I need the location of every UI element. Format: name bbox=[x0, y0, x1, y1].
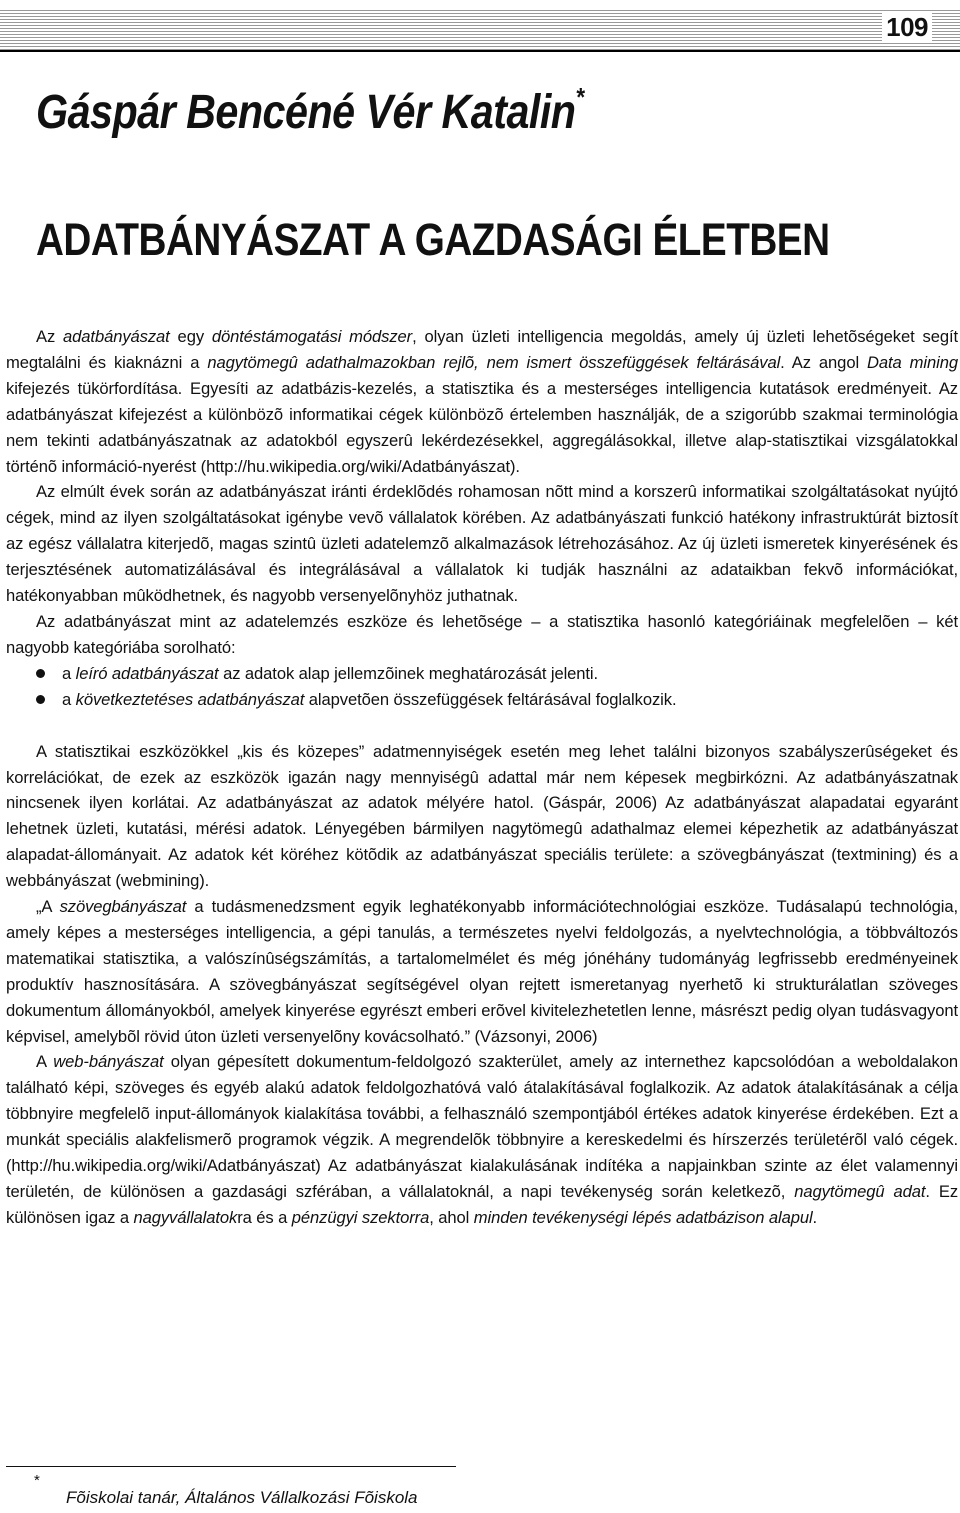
text-run: ra és a bbox=[237, 1207, 292, 1227]
article-title: ADATBÁNYÁSZAT A GAZDASÁGI ÉLETBEN bbox=[36, 214, 830, 265]
emphasized-term: nagytömegû adat bbox=[794, 1182, 926, 1201]
body-paragraph bbox=[6, 1049, 958, 1230]
text-run: A bbox=[36, 1052, 54, 1072]
bullet-list bbox=[6, 661, 958, 713]
footnote-mark: * bbox=[34, 1472, 40, 1489]
footnote-text: Fõiskolai tanár, Általános Vállalkozási Fõiskola bbox=[66, 1488, 418, 1507]
bullet-item bbox=[34, 687, 958, 713]
emphasized-term: következtetéses adatbányászat bbox=[75, 689, 305, 709]
body-paragraph bbox=[6, 609, 958, 661]
body-paragraph bbox=[6, 324, 958, 479]
text-run: az adatok alap jellemzõinek meghatározását jelenti. bbox=[218, 663, 599, 683]
body-paragraph bbox=[6, 479, 958, 609]
text-run: egy bbox=[169, 327, 212, 346]
author-name-text: Gáspár Bencéné Vér Katalin bbox=[36, 86, 576, 139]
emphasized-term: leíró adatbányászat bbox=[75, 663, 219, 683]
text-run: Az elmúlt évek során az adatbányászat iránti érdeklõdés rohamosan nõtt mind a korszerû informatikai szolgáltatásokat nyújtó cégek, mind az ilyen szolgáltatásokat igénybe vevõ vállalatok körében. Az adatbányászati funkció hatékony infrastruktúrát biztosít az egész vállalatra kiterjedõ, magas szintû üzleti adatelemzõ alkalmazások létrehozásához. Az új üzleti ismeretek kinyerésének és terjesztésének automatizálásával és integrálásával a vállalatok ki tudják használni az adataikban fekvõ információkat, hatékonyabban mûködhetnek, és nagyobb versenyelõnyhöz juthatnak. bbox=[6, 482, 958, 606]
text-run: . Az angol bbox=[780, 352, 868, 372]
author-footnote-mark: * bbox=[575, 82, 584, 112]
text-run: kifejezés tükörfordítása. Egyesíti az adatbázis-kezelés, a statisztika és a mesterséges intelligencia kutatások eredményeit. Az adatbányászat kifejezést a különbözõ informatikai cégek különbözõ értelemben használják, de a szigorúbb szakmai terminológia nem tekinti adatbányászatnak az adatokból egyszerû lekérdezésekkel, aggregálásokkal, illetve alap-statisztikai vizsgálatokkal történõ információ-nyerést (http://hu.wikipedia.org/wiki/Adatbányászat). bbox=[6, 378, 958, 476]
emphasized-term: nagytömegû adathalmazokban rejlõ, nem ismert összefüggések feltárásával bbox=[207, 352, 781, 372]
emphasized-term: pénzügyi szektorra bbox=[291, 1207, 430, 1227]
text-run: , ahol bbox=[429, 1207, 474, 1227]
text-run: a tudásmenedzsment egyik leghatékonyabb információtechnológiai eszköze. Tudásalapú technológia, amely képes a mesterséges intelligencia, a gépi tanulás, a természetes nyelvi feldolgozás, a nyelvtechnológia, a többváltozós matematikai statisztika, a valószínûségszámítás, a tartalomelmélet és még jónéhány tudományág legfrissebb eredményeinek produktív hasznosítására. A szövegbányászat segítségével olyan rejtett ismeretanyag nyerhetõ ki strukturálatlan szöveges dokumentum állományokból, amelyek kinyerése egyrészt emberi erõvel kivitelezhetetlen lenne, másrészt pedig olyan tudásvagyont képvisel, amelybõl rövid úton üzleti versenyelõny kovácsolható.” (Vázsonyi, 2006) bbox=[6, 897, 958, 1046]
body-paragraph bbox=[6, 894, 958, 1049]
body-paragraph bbox=[6, 739, 958, 894]
text-run: a bbox=[62, 663, 76, 683]
text-run: a bbox=[62, 689, 76, 709]
article-body bbox=[6, 324, 958, 1231]
text-run: alapvetõen összefüggések feltárásával foglalkozik. bbox=[304, 689, 677, 709]
emphasized-term: Data mining bbox=[867, 352, 958, 372]
emphasized-term: döntéstámogatási módszer bbox=[211, 327, 413, 346]
emphasized-term: minden tevékenységi lépés adatbázison alapul bbox=[473, 1207, 813, 1227]
text-run: . Ez különösen igaz a bbox=[6, 1182, 959, 1227]
text-run: A statisztikai eszközökkel „kis és közepes” adatmennyiségek esetén meg lehet találni bizonyos szabályszerûségeket és korrelációkat, de ezek az eszközök igazán nagy mennyiségû adattal már nem képesek megbirkózni. Az adatbányászatnak nincsenek ilyen korlátai. Az adatbányászat az adatok mélyére hatol. (Gáspár, 2006) Az adatbányászat alapadatai egyaránt lehetnek üzleti, kutatási, mérési adatok. Lényegében bármilyen nagytömegû adathalmaz elemei képezhetik az adatbányászat alapadat-állományait. Az adatok két köréhez kötõdik az adatbányászat speciális területe: a szövegbányászat (textmining) és a webbányászat (webmining). bbox=[6, 741, 958, 891]
emphasized-term: nagyvállalatok bbox=[133, 1207, 238, 1227]
footnote-divider bbox=[6, 1466, 456, 1467]
text-run: Az adatbányászat mint az adatelemzés eszköze és lehetõsége – a statisztika hasonló kategóriáinak megfelelõen – két nagyobb kategóriába sorolható: bbox=[6, 611, 958, 657]
author-name bbox=[36, 82, 584, 140]
text-run: „A bbox=[36, 897, 60, 917]
emphasized-term: web-bányászat bbox=[53, 1052, 164, 1072]
text-run: . bbox=[812, 1207, 818, 1227]
text-run: , olyan üzleti intelligencia megoldás, amely új üzleti lehetõségeket segít megtalálni és kiaknázni a bbox=[6, 327, 958, 372]
bullet-item bbox=[34, 661, 958, 687]
page-number: 109 bbox=[882, 12, 932, 43]
emphasized-term: adatbányászat bbox=[63, 327, 170, 346]
page-header-bar bbox=[0, 8, 960, 52]
emphasized-term: szövegbányászat bbox=[59, 897, 187, 917]
text-run: Az bbox=[36, 327, 64, 346]
text-run: olyan gépesített dokumentum-feldolgozó szakterület, amely az internethez kapcsolódóan a weboldalakon található képi, szöveges és egyéb alakú adatok feldolgozhatóvá való átalakításával foglalkozik. Az adatok átalakításának a célja többnyire megfelelõ input-állományok kialakítása további, a felhasználó szempontjából értékes adatok kinyerése érdekében. Ezt a munkát speciális alakfelismerõ programok végzik. A megrendelõk többnyire a kereskedelmi és hírszerzés területérõl való cégek. (http://hu.wikipedia.org/wiki/Adatbányászat) Az adatbányászat kialakulásának indítéka a napjainkban szinte az élet valamennyi területén, de különösen a gazdasági szférában, a vállalatoknál, a napi tevékenység során keletkezõ, bbox=[6, 1052, 959, 1201]
